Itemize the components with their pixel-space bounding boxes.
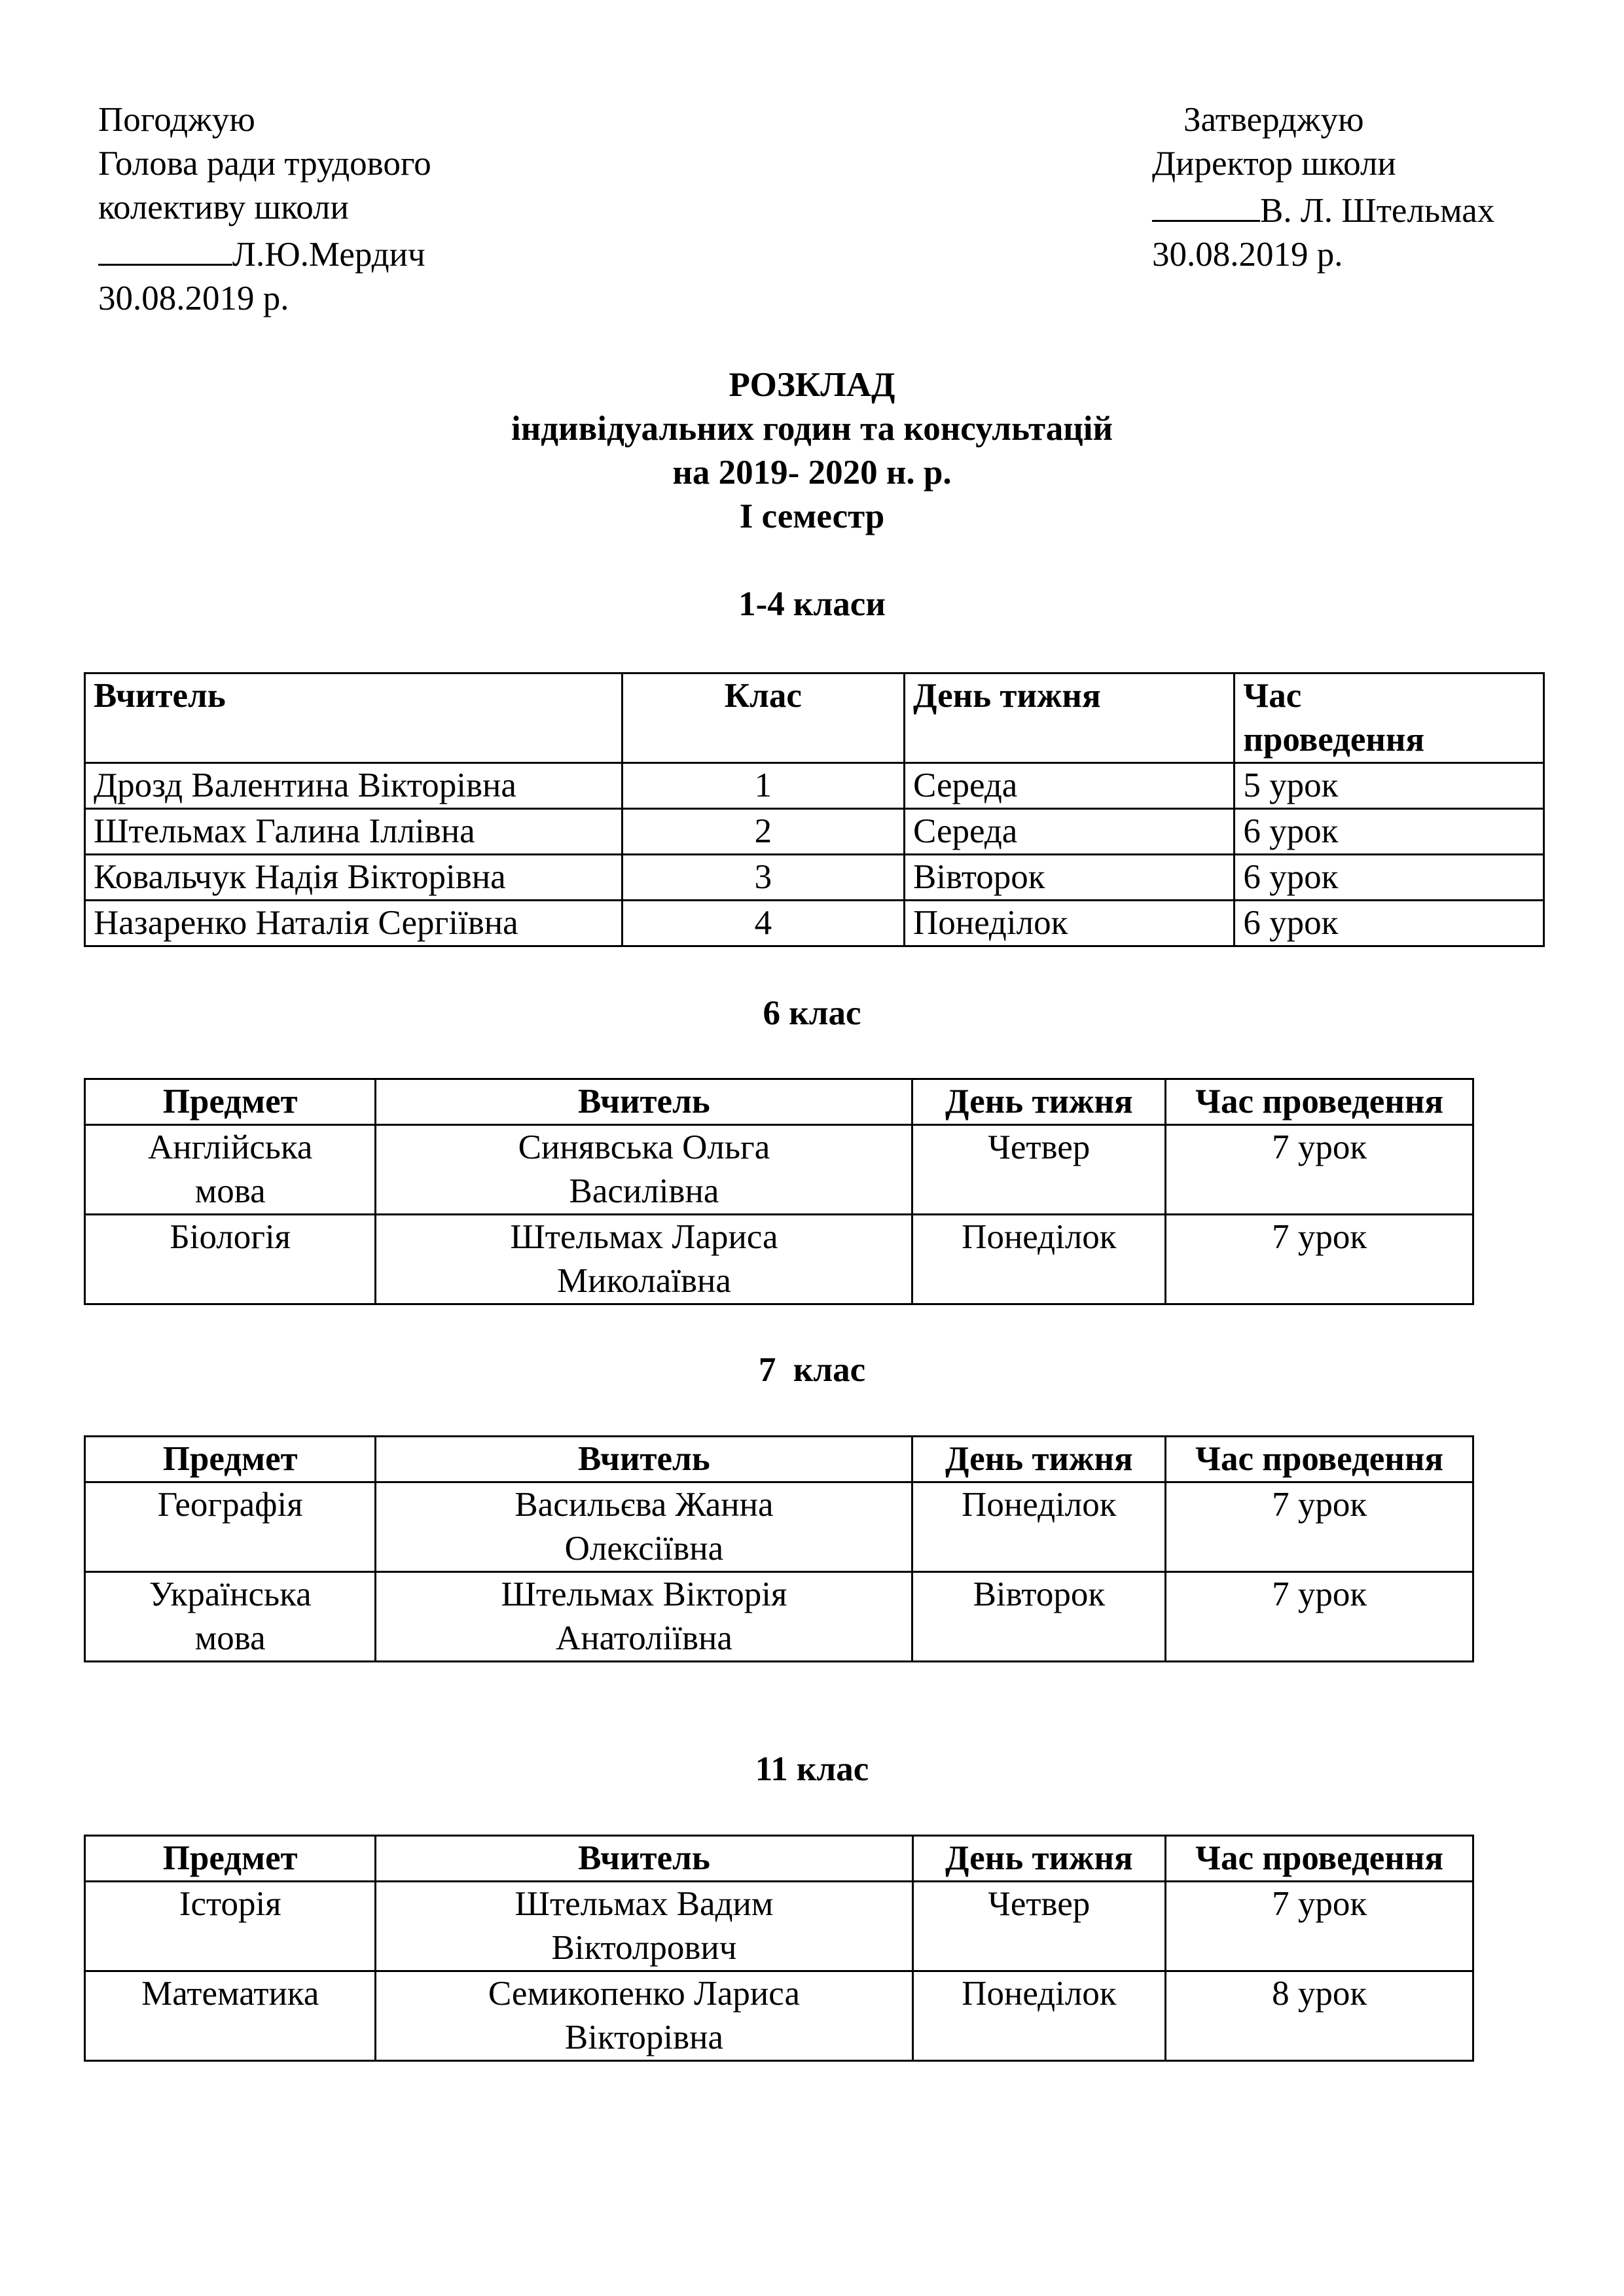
table-row xyxy=(85,1971,1473,2061)
table-header-row xyxy=(85,1437,1473,1482)
director-position: Директор школи xyxy=(1152,145,1396,183)
approver-name: Л.Ю.Мердич xyxy=(232,236,425,274)
table-header-row xyxy=(85,673,1544,763)
column-header: Предмет xyxy=(85,1079,376,1125)
teacher-cell: Дрозд Валентина Вікторівна xyxy=(85,763,623,809)
class-cell: 1 xyxy=(622,763,904,809)
schedule-table-1-4 xyxy=(84,672,1545,947)
signature-line xyxy=(98,230,431,277)
approver-position-cont: колективу школи xyxy=(98,188,349,226)
table-row xyxy=(85,1482,1473,1572)
section-heading-grade-11: 11 клас xyxy=(755,1750,869,1788)
day-cell: Середа xyxy=(904,763,1234,809)
column-header: Час проведення xyxy=(1166,1836,1473,1882)
table-row xyxy=(85,1882,1473,1971)
column-header: Вчитель xyxy=(376,1836,912,1882)
column-header: День тижня xyxy=(904,673,1234,763)
table-row xyxy=(85,1572,1473,1662)
teacher-cell: Штельмах Вікторія Анатоліївна xyxy=(376,1572,912,1662)
title-year: на 2019- 2020 н. р. xyxy=(672,454,952,492)
subject-cell: Українська мова xyxy=(85,1572,376,1662)
schedule-table-grade-6 xyxy=(84,1078,1474,1305)
day-cell: Вівторок xyxy=(904,855,1234,901)
approval-date: 30.08.2019 р. xyxy=(98,279,289,317)
approval-block-right xyxy=(1152,98,1494,277)
time-cell: 6 урок xyxy=(1235,855,1544,901)
time-cell: 6 урок xyxy=(1235,809,1544,855)
column-header: Час проведення xyxy=(1166,1437,1473,1482)
confirm-label: Затверджую xyxy=(1183,101,1364,139)
title-semester: І семестр xyxy=(739,497,885,535)
table-header-row xyxy=(85,1079,1473,1125)
column-header: Вчитель xyxy=(85,673,623,763)
column-header: Вчитель xyxy=(376,1079,912,1125)
signature-line xyxy=(1152,186,1494,233)
column-header: Час проведення xyxy=(1235,673,1544,763)
time-cell: 7 урок xyxy=(1166,1125,1473,1215)
column-header: День тижня xyxy=(912,1079,1166,1125)
day-cell: Понеділок xyxy=(912,1215,1166,1304)
day-cell: Середа xyxy=(904,809,1234,855)
day-cell: Четвер xyxy=(912,1882,1166,1971)
document-title xyxy=(0,363,1624,539)
table-row xyxy=(85,1125,1473,1215)
table-row xyxy=(85,901,1544,946)
table-row xyxy=(85,1215,1473,1304)
day-cell: Вівторок xyxy=(912,1572,1166,1662)
signature-blank xyxy=(1152,186,1260,222)
column-header: Час проведення xyxy=(1166,1079,1473,1125)
time-cell: 7 урок xyxy=(1166,1215,1473,1304)
teacher-cell: Назаренко Наталія Сергіївна xyxy=(85,901,623,946)
subject-cell: Англійська мова xyxy=(85,1125,376,1215)
schedule-table-grade-11 xyxy=(84,1835,1474,2062)
section-heading-grade-7 xyxy=(0,1348,1624,1392)
day-cell: Понеділок xyxy=(912,1482,1166,1572)
director-name: В. Л. Штельмах xyxy=(1260,192,1495,230)
teacher-cell: Штельмах Лариса Миколаївна xyxy=(376,1215,912,1304)
class-cell: 4 xyxy=(622,901,904,946)
time-cell: 6 урок xyxy=(1235,901,1544,946)
section-heading-grade-6: 6 клас xyxy=(763,994,861,1032)
teacher-cell: Васильєва Жанна Олексіївна xyxy=(376,1482,912,1572)
time-cell: 7 урок xyxy=(1166,1882,1473,1971)
time-cell: 8 урок xyxy=(1166,1971,1473,2061)
time-cell: 5 урок xyxy=(1235,763,1544,809)
column-header: День тижня xyxy=(912,1437,1166,1482)
day-cell: Понеділок xyxy=(904,901,1234,946)
table-header-row xyxy=(85,1836,1473,1882)
teacher-cell: Ковальчук Надія Вікторівна xyxy=(85,855,623,901)
teacher-cell: Синявська Ольга Василівна xyxy=(376,1125,912,1215)
time-cell: 7 урок xyxy=(1166,1572,1473,1662)
schedule-table-grade-7 xyxy=(84,1435,1474,1662)
title-subtitle: індивідуальних годин та консультацій xyxy=(511,410,1113,448)
teacher-cell: Штельмах Вадим Віктолрович xyxy=(376,1882,912,1971)
section-heading-1-4: 1-4 класи xyxy=(738,585,886,623)
teacher-cell: Семикопенко Лариса Вікторівна xyxy=(376,1971,912,2061)
column-header: Клас xyxy=(622,673,904,763)
signature-blank xyxy=(98,230,232,266)
grade-7-heading-text: 7 клас xyxy=(758,1351,866,1389)
table-row xyxy=(85,855,1544,901)
table-row xyxy=(85,809,1544,855)
subject-cell: Історія xyxy=(85,1882,376,1971)
column-header: День тижня xyxy=(912,1836,1166,1882)
subject-cell: Біологія xyxy=(85,1215,376,1304)
table-row xyxy=(85,763,1544,809)
teacher-cell: Штельмах Галина Іллівна xyxy=(85,809,623,855)
title-main: РОЗКЛАД xyxy=(729,366,895,404)
day-cell: Четвер xyxy=(912,1125,1166,1215)
class-cell: 2 xyxy=(622,809,904,855)
approval-block-left xyxy=(98,98,431,321)
time-cell: 7 урок xyxy=(1166,1482,1473,1572)
column-header: Предмет xyxy=(85,1437,376,1482)
column-header: Предмет xyxy=(85,1836,376,1882)
column-header: Вчитель xyxy=(376,1437,912,1482)
approver-position: Голова ради трудового xyxy=(98,145,431,183)
day-cell: Понеділок xyxy=(912,1971,1166,2061)
approval-label: Погоджую xyxy=(98,101,255,139)
subject-cell: Математика xyxy=(85,1971,376,2061)
class-cell: 3 xyxy=(622,855,904,901)
subject-cell: Географія xyxy=(85,1482,376,1572)
confirm-date: 30.08.2019 р. xyxy=(1152,236,1343,274)
